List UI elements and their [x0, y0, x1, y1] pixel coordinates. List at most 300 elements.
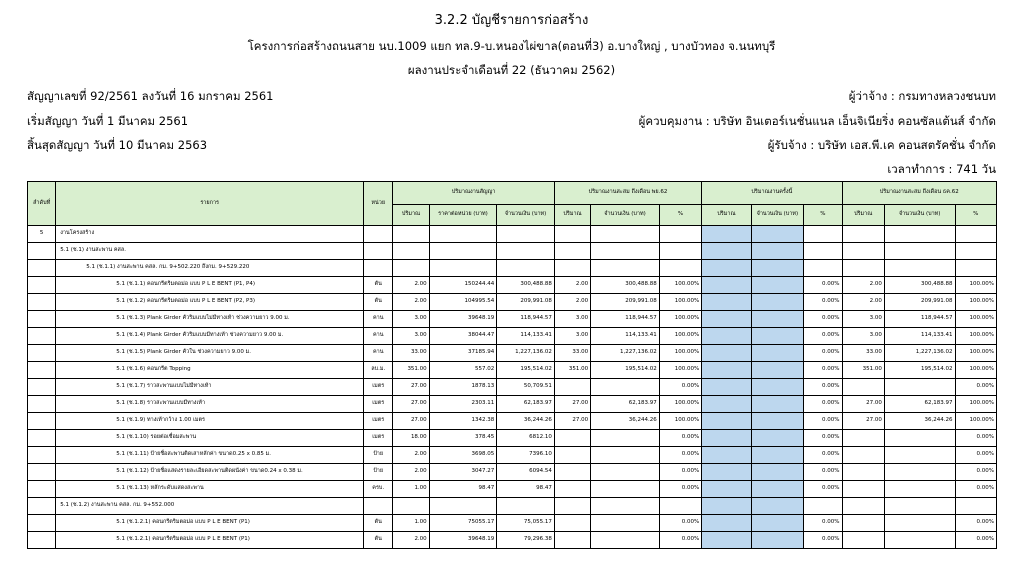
cell-c-price: 378.45 — [429, 430, 497, 447]
cell-c-qty: 18.00 — [393, 430, 429, 447]
cell-p-qty — [554, 260, 590, 277]
cell-t-pct: 0.00% — [804, 379, 842, 396]
cell-s-amount — [884, 379, 955, 396]
cell-s-pct — [955, 260, 996, 277]
cell-p-pct: 100.00% — [659, 277, 701, 294]
cell-c-amount: 209,991.08 — [497, 294, 555, 311]
cell-s-amount: 114,133.41 — [884, 328, 955, 345]
cell-s-qty — [842, 515, 884, 532]
cell-s-qty — [842, 226, 884, 243]
cell-p-amount — [591, 532, 660, 549]
cell-c-amount — [497, 243, 555, 260]
cell-t-qty — [702, 396, 751, 413]
cell-p-amount — [591, 498, 660, 515]
cell-p-qty: 27.00 — [554, 396, 590, 413]
cell-no — [28, 243, 56, 260]
cell-t-amount — [751, 532, 803, 549]
cell-p-qty — [554, 243, 590, 260]
cell-t-amount — [751, 260, 803, 277]
cell-p-amount: 62,183.97 — [591, 396, 660, 413]
table-row — [28, 447, 997, 464]
cell-c-amount: 75,055.17 — [497, 515, 555, 532]
project-name: โครงการก่อสร้างถนนสาย นบ.1009 แยก ทล.9-บ.หนองไผ่ขาล(ตอนที่3) อ.บางใหญ่ , บางบัวทอง จ.นนทบุรี — [247, 39, 776, 53]
cell-t-qty — [702, 277, 751, 294]
cell-no — [28, 515, 56, 532]
cell-unit: คาน — [364, 345, 393, 362]
col-no-header: ลำดับที่ — [28, 182, 56, 226]
cell-p-amount: 114,133.41 — [591, 328, 660, 345]
cell-unit: คาน — [364, 311, 393, 328]
cell-p-pct: 100.00% — [659, 311, 701, 328]
cell-unit: ตัน — [364, 277, 393, 294]
cell-s-pct: 0.00% — [955, 481, 996, 498]
cell-t-pct: 0.00% — [804, 515, 842, 532]
this-period-group-header: ปริมาณงานครั้งนี้ — [702, 182, 842, 205]
cell-t-pct: 0.00% — [804, 345, 842, 362]
cell-no — [28, 430, 56, 447]
col-cum-amount: จำนวนเงิน (บาท) — [884, 205, 955, 226]
cell-t-amount — [751, 464, 803, 481]
cell-c-price: 1878.13 — [429, 379, 497, 396]
cell-p-qty — [554, 532, 590, 549]
cell-c-amount: 1,227,136.02 — [497, 345, 555, 362]
cell-c-qty: 1.00 — [393, 481, 429, 498]
cell-p-pct: 0.00% — [659, 532, 701, 549]
cell-p-amount: 118,944.57 — [591, 311, 660, 328]
cell-t-amount — [751, 498, 803, 515]
cell-c-price — [429, 243, 497, 260]
cell-no — [28, 260, 56, 277]
cell-s-pct: 100.00% — [955, 294, 996, 311]
cell-c-qty: 2.00 — [393, 464, 429, 481]
table-row — [28, 379, 997, 396]
cell-p-pct: 100.00% — [659, 396, 701, 413]
cell-s-qty: 3.00 — [842, 328, 884, 345]
table-row — [28, 328, 997, 345]
cell-p-qty — [554, 481, 590, 498]
cell-t-qty — [702, 260, 751, 277]
col-contract-price: ราคาต่อหน่วย (บาท) — [429, 205, 497, 226]
cell-t-pct: 0.00% — [804, 532, 842, 549]
cell-s-pct: 100.00% — [955, 328, 996, 345]
col-prev-qty: ปริมาณ — [554, 205, 590, 226]
cell-p-amount: 209,991.08 — [591, 294, 660, 311]
cell-s-qty — [842, 481, 884, 498]
cell-c-qty: 33.00 — [393, 345, 429, 362]
cell-s-amount — [884, 260, 955, 277]
cell-c-price — [429, 498, 497, 515]
col-this-qty: ปริมาณ — [702, 205, 751, 226]
cell-c-price: 2303.11 — [429, 396, 497, 413]
table-row — [28, 515, 997, 532]
cell-c-amount: 98.47 — [497, 481, 555, 498]
table-row — [28, 260, 997, 277]
cell-p-pct: 100.00% — [659, 413, 701, 430]
cell-p-qty: 3.00 — [554, 328, 590, 345]
cell-no — [28, 481, 56, 498]
cell-s-amount: 300,488.88 — [884, 277, 955, 294]
cell-c-price: 104995.54 — [429, 294, 497, 311]
col-cum-qty: ปริมาณ — [842, 205, 884, 226]
cell-item: 5.1 (ช.1.10) รอยต่อเชื่อมสะพาน — [56, 430, 364, 447]
cell-no — [28, 379, 56, 396]
cell-s-pct: 0.00% — [955, 532, 996, 549]
cell-s-qty: 27.00 — [842, 413, 884, 430]
cell-s-pct: 100.00% — [955, 277, 996, 294]
cell-c-qty: 27.00 — [393, 379, 429, 396]
cell-p-amount — [591, 481, 660, 498]
cell-p-pct — [659, 498, 701, 515]
cell-unit: ตัน — [364, 532, 393, 549]
table-row — [28, 311, 997, 328]
cell-t-amount — [751, 226, 803, 243]
cell-p-pct: 100.00% — [659, 328, 701, 345]
cell-p-qty: 351.00 — [554, 362, 590, 379]
cell-p-amount — [591, 430, 660, 447]
contract-start: เริ่มสัญญา วันที่ 1 มีนาคม 2561 — [27, 114, 189, 128]
working-duration: เวลาทำการ : 741 วัน — [887, 162, 996, 176]
cell-t-pct: 0.00% — [804, 311, 842, 328]
cell-t-qty — [702, 379, 751, 396]
cell-t-pct — [804, 260, 842, 277]
cell-no — [28, 396, 56, 413]
cell-s-qty: 2.00 — [842, 277, 884, 294]
table-row — [28, 430, 997, 447]
cell-t-pct — [804, 243, 842, 260]
cell-s-amount: 209,991.08 — [884, 294, 955, 311]
cell-t-amount — [751, 243, 803, 260]
cell-t-amount — [751, 379, 803, 396]
cell-t-qty — [702, 447, 751, 464]
col-this-pct: % — [804, 205, 842, 226]
group-header-row — [28, 182, 997, 205]
cell-no — [28, 328, 56, 345]
cell-s-pct — [955, 243, 996, 260]
cell-unit: เมตร — [364, 379, 393, 396]
cell-c-price: 3047.27 — [429, 464, 497, 481]
cell-s-amount — [884, 464, 955, 481]
table-row — [28, 294, 997, 311]
cell-p-qty: 3.00 — [554, 311, 590, 328]
cell-t-amount — [751, 345, 803, 362]
cell-t-amount — [751, 447, 803, 464]
cell-item: 5.1 (ช.1.8) ราวสะพานแบบมีทางเท้า — [56, 396, 364, 413]
contract-group-header: ปริมาณงานสัญญา — [393, 182, 554, 205]
table-row — [28, 243, 997, 260]
cell-c-price: 38044.47 — [429, 328, 497, 345]
cell-c-price: 39648.19 — [429, 311, 497, 328]
cell-no — [28, 277, 56, 294]
cell-p-qty — [554, 430, 590, 447]
cell-s-qty — [842, 260, 884, 277]
cell-c-qty: 1.00 — [393, 515, 429, 532]
cell-c-amount: 7396.10 — [497, 447, 555, 464]
cell-no — [28, 498, 56, 515]
cell-no — [28, 345, 56, 362]
cell-p-qty: 2.00 — [554, 294, 590, 311]
cell-item: 5.1 (ช.1.3) Plank Girder คัวริมแบบไม่มีทางเท้า ช่วงความยาว 9.00 ม. — [56, 311, 364, 328]
cell-t-qty — [702, 311, 751, 328]
cell-t-pct: 0.00% — [804, 413, 842, 430]
col-prev-pct: % — [659, 205, 701, 226]
cell-p-qty: 2.00 — [554, 277, 590, 294]
col-contract-amount: จำนวนเงิน (บาท) — [497, 205, 555, 226]
cell-unit — [364, 243, 393, 260]
cell-c-price — [429, 260, 497, 277]
cell-s-pct: 100.00% — [955, 362, 996, 379]
cell-p-amount — [591, 260, 660, 277]
cell-unit — [364, 226, 393, 243]
contractor: ผู้รับจ้าง : บริษัท เอส.พี.เค คอนสตรัคชั่น จำกัด — [767, 138, 996, 152]
cell-t-amount — [751, 481, 803, 498]
cell-no — [28, 464, 56, 481]
cell-c-amount: 36,244.26 — [497, 413, 555, 430]
cell-c-qty: 2.00 — [393, 294, 429, 311]
cell-t-pct: 0.00% — [804, 430, 842, 447]
cell-item: 5.1 (ช.1.9) ทางเท้ากว้าง 1.00 เมตร — [56, 413, 364, 430]
cell-s-amount: 195,514.02 — [884, 362, 955, 379]
previous-cumulative-group-header: ปริมาณงานสะสม ถึงเดือน พย.62 — [554, 182, 701, 205]
cell-t-amount — [751, 311, 803, 328]
cell-p-qty — [554, 379, 590, 396]
cell-c-qty: 27.00 — [393, 413, 429, 430]
cell-c-amount: 118,944.57 — [497, 311, 555, 328]
cell-unit: เมตร — [364, 396, 393, 413]
cell-c-price: 557.02 — [429, 362, 497, 379]
table-row — [28, 277, 997, 294]
cell-s-pct: 0.00% — [955, 430, 996, 447]
cell-unit: ป้าย — [364, 447, 393, 464]
cell-t-qty — [702, 413, 751, 430]
cell-p-qty: 33.00 — [554, 345, 590, 362]
cell-t-qty — [702, 515, 751, 532]
cell-s-amount: 36,244.26 — [884, 413, 955, 430]
cell-unit: ตัน — [364, 515, 393, 532]
cell-t-amount — [751, 362, 803, 379]
cell-item: 5.1 (ช.1.2) งานสะพาน คสล. กม. 9+552.000 — [56, 498, 364, 515]
cell-unit — [364, 498, 393, 515]
cell-s-qty: 351.00 — [842, 362, 884, 379]
cell-s-amount — [884, 515, 955, 532]
supervisor: ผู้ควบคุมงาน : บริษัท อินเตอร์เนชั่นแนล เอ็นจิเนียริ่ง คอนซัลแต้นส์ จำกัด — [638, 114, 996, 128]
cell-t-amount — [751, 396, 803, 413]
cell-t-pct: 0.00% — [804, 328, 842, 345]
cell-item: 5.1 (ช.1.13) หลักระดับแสดงสะพาน — [56, 481, 364, 498]
cell-unit: ลบ.ม. — [364, 362, 393, 379]
cell-no — [28, 294, 56, 311]
cell-no — [28, 413, 56, 430]
cell-c-amount — [497, 260, 555, 277]
cell-c-price: 75055.17 — [429, 515, 497, 532]
cell-no — [28, 362, 56, 379]
construction-items-table — [27, 181, 997, 549]
cell-s-amount: 118,944.57 — [884, 311, 955, 328]
cell-t-pct: 0.00% — [804, 294, 842, 311]
cell-c-price: 37185.94 — [429, 345, 497, 362]
cell-c-amount: 6812.10 — [497, 430, 555, 447]
cell-s-amount — [884, 243, 955, 260]
cell-t-qty — [702, 464, 751, 481]
cell-s-pct: 0.00% — [955, 464, 996, 481]
cell-c-price: 150244.44 — [429, 277, 497, 294]
table-row — [28, 362, 997, 379]
cell-p-amount: 36,244.26 — [591, 413, 660, 430]
table-row — [28, 532, 997, 549]
cell-p-pct: 0.00% — [659, 379, 701, 396]
cell-p-amount: 1,227,136.02 — [591, 345, 660, 362]
cell-item: งานโครงสร้าง — [56, 226, 364, 243]
cell-t-qty — [702, 243, 751, 260]
cell-t-pct: 0.00% — [804, 396, 842, 413]
cell-t-qty — [702, 226, 751, 243]
cell-s-amount — [884, 498, 955, 515]
cell-s-pct: 100.00% — [955, 413, 996, 430]
cell-p-pct: 0.00% — [659, 447, 701, 464]
cell-c-amount: 79,296.38 — [497, 532, 555, 549]
cell-t-pct: 0.00% — [804, 447, 842, 464]
cell-c-amount: 114,133.41 — [497, 328, 555, 345]
cell-c-qty — [393, 226, 429, 243]
cell-p-pct: 0.00% — [659, 481, 701, 498]
table-body — [28, 226, 997, 549]
cell-c-amount: 6094.54 — [497, 464, 555, 481]
cell-p-amount: 195,514.02 — [591, 362, 660, 379]
col-unit-header: หน่วย — [364, 182, 393, 226]
cell-no: 5 — [28, 226, 56, 243]
cell-t-amount — [751, 328, 803, 345]
cell-unit: เมตร — [364, 413, 393, 430]
cell-t-amount — [751, 294, 803, 311]
cell-s-pct: 0.00% — [955, 447, 996, 464]
cell-c-price: 98.47 — [429, 481, 497, 498]
cell-s-pct — [955, 498, 996, 515]
cell-no — [28, 447, 56, 464]
cell-item: 5.1 (ช.1.5) Plank Girder คัวใน ช่วงความยาว 9.00 ม. — [56, 345, 364, 362]
cell-s-qty — [842, 447, 884, 464]
cell-c-price — [429, 226, 497, 243]
cell-t-qty — [702, 430, 751, 447]
col-prev-amount: จำนวนเงิน (บาท) — [591, 205, 660, 226]
cell-s-qty — [842, 430, 884, 447]
cell-t-qty — [702, 328, 751, 345]
contract-number: สัญญาเลขที่ 92/2561 ลงวันที่ 16 มกราคม 2561 — [27, 89, 274, 103]
col-item-header: รายการ — [56, 182, 364, 226]
cell-c-qty: 2.00 — [393, 447, 429, 464]
cell-s-amount: 62,183.97 — [884, 396, 955, 413]
cell-p-amount — [591, 464, 660, 481]
cell-p-qty — [554, 447, 590, 464]
cell-p-amount — [591, 379, 660, 396]
cell-t-pct — [804, 498, 842, 515]
cell-t-qty — [702, 498, 751, 515]
col-this-amount: จำนวนเงิน (บาท) — [751, 205, 803, 226]
cell-p-amount — [591, 447, 660, 464]
cell-c-qty: 3.00 — [393, 311, 429, 328]
employer: ผู้ว่าจ้าง : กรมทางหลวงชนบท — [848, 89, 996, 103]
cell-item: 5.1 (ช.1.11) ป้ายชื่อสะพานติดเสาหลักค่า ขนาด0.25 x 0.85 ม. — [56, 447, 364, 464]
cell-c-amount: 62,183.97 — [497, 396, 555, 413]
table-row — [28, 413, 997, 430]
cell-no — [28, 532, 56, 549]
cell-s-qty — [842, 532, 884, 549]
cell-c-qty — [393, 498, 429, 515]
cell-p-pct: 0.00% — [659, 464, 701, 481]
cell-p-pct: 100.00% — [659, 345, 701, 362]
cell-unit: ตัน — [364, 294, 393, 311]
cell-c-amount — [497, 498, 555, 515]
cell-p-pct: 100.00% — [659, 294, 701, 311]
cell-item: 5.1 (ช.1.2) คอนกรีตริมตอม่อ แบบ P L E BENT (P2, P3) — [56, 294, 364, 311]
cell-t-pct: 0.00% — [804, 481, 842, 498]
table-row — [28, 498, 997, 515]
cell-c-amount: 195,514.02 — [497, 362, 555, 379]
cell-s-qty — [842, 379, 884, 396]
cell-s-amount — [884, 226, 955, 243]
cell-s-amount: 1,227,136.02 — [884, 345, 955, 362]
cell-p-qty: 27.00 — [554, 413, 590, 430]
cell-t-amount — [751, 413, 803, 430]
cell-unit: เมตร — [364, 430, 393, 447]
cell-unit: คาน — [364, 328, 393, 345]
cell-t-pct: 0.00% — [804, 464, 842, 481]
cell-c-amount: 300,488.88 — [497, 277, 555, 294]
cell-p-amount: 300,488.88 — [591, 277, 660, 294]
cell-s-pct: 100.00% — [955, 396, 996, 413]
cell-s-qty: 27.00 — [842, 396, 884, 413]
cell-c-price: 1342.38 — [429, 413, 497, 430]
cell-c-qty: 2.00 — [393, 277, 429, 294]
contract-end: สิ้นสุดสัญญา วันที่ 10 มีนาคม 2563 — [27, 138, 208, 152]
cell-t-pct: 0.00% — [804, 362, 842, 379]
cell-s-qty — [842, 464, 884, 481]
cell-p-pct — [659, 226, 701, 243]
cell-unit — [364, 260, 393, 277]
cell-p-pct: 0.00% — [659, 430, 701, 447]
cell-s-qty: 33.00 — [842, 345, 884, 362]
cell-s-pct: 100.00% — [955, 311, 996, 328]
cell-p-qty — [554, 498, 590, 515]
cell-no — [28, 311, 56, 328]
cell-p-amount — [591, 515, 660, 532]
cell-item: 5.1 (ช.1.2.1) คอนกรีตริมตอม่อ แบบ P L E BENT (P1) — [56, 532, 364, 549]
cell-s-pct: 0.00% — [955, 379, 996, 396]
cell-t-qty — [702, 345, 751, 362]
cell-unit: ครบ. — [364, 481, 393, 498]
table-row — [28, 226, 997, 243]
cell-s-pct — [955, 226, 996, 243]
cell-s-qty: 2.00 — [842, 294, 884, 311]
cell-item: 5.1 (ช.1.2.1) คอนกรีตริมตอม่อ แบบ P L E BENT (P1) — [56, 515, 364, 532]
cell-s-qty: 3.00 — [842, 311, 884, 328]
cell-t-amount — [751, 277, 803, 294]
cell-item: 5.1 (ช.1) งานสะพาน คสล. — [56, 243, 364, 260]
cell-c-qty — [393, 260, 429, 277]
cell-unit: ป้าย — [364, 464, 393, 481]
cell-c-qty: 351.00 — [393, 362, 429, 379]
cell-t-pct — [804, 226, 842, 243]
table-row — [28, 345, 997, 362]
cell-item: 5.1 (ช.1.7) ราวสะพานแบบไม่มีทางเท้า — [56, 379, 364, 396]
col-contract-qty: ปริมาณ — [393, 205, 429, 226]
cell-t-amount — [751, 430, 803, 447]
cell-item: 5.1 (ช.1.12) ป้ายชื่อแสดงรายละเอียดสะพานติดผนังค่า ขนาด0.24 x 0.38 ม. — [56, 464, 364, 481]
col-cum-pct: % — [955, 205, 996, 226]
cell-t-amount — [751, 515, 803, 532]
cell-item: 5.1 (ช.1.4) Plank Girder คัวริมแบบมีทางเท้า ช่วงความยาว 9.00 ม. — [56, 328, 364, 345]
cell-c-qty — [393, 243, 429, 260]
cell-t-qty — [702, 481, 751, 498]
cell-p-pct: 0.00% — [659, 515, 701, 532]
